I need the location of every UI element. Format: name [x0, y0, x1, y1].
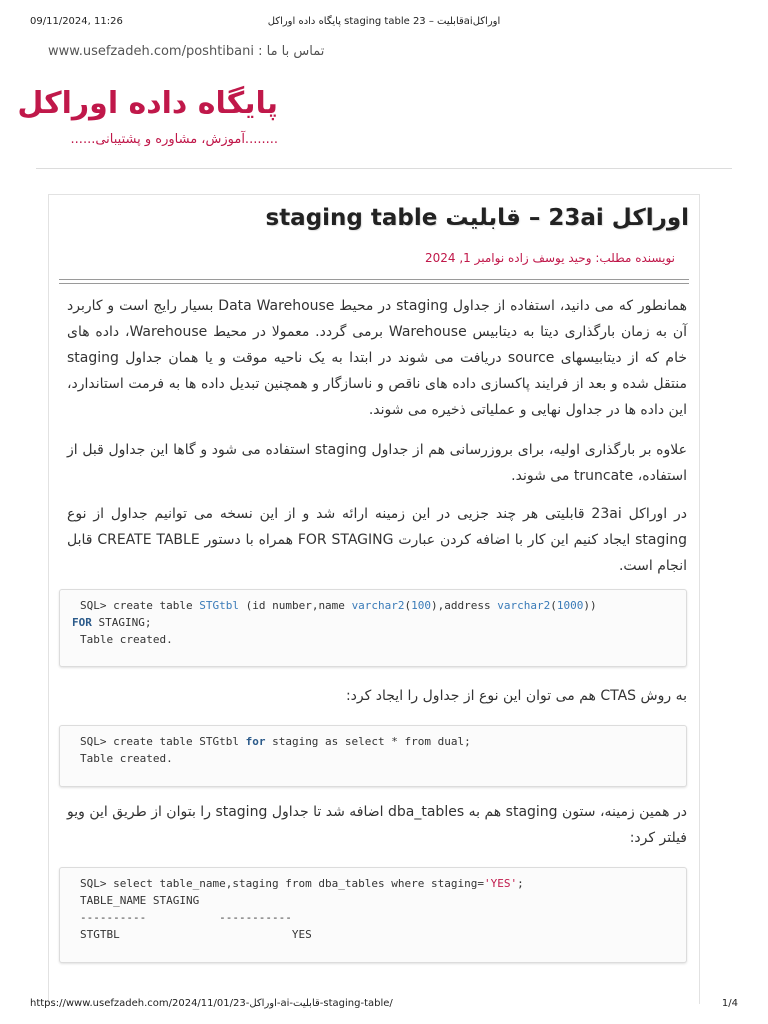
- code-line: Table created.: [80, 752, 173, 765]
- code-line: SQL> select table_name,staging from dba_tables where staging='YES';: [80, 877, 524, 890]
- paragraph: در همین زمینه، ستون staging هم به dba_tables اضافه شد تا جداول staging را بتوان از طریق این ویو فیلتر کرد:: [67, 804, 688, 846]
- code-line: SQL> create table STGtbl for staging as select * from dual;: [80, 735, 471, 748]
- code-block-ctas: [59, 725, 687, 787]
- code-line: TABLE_NAME STAGING: [80, 894, 200, 907]
- paragraph: در اوراکل 23ai قابلیتی هر چند جزیی در این زمینه ارائه شد و از این نسخه می توانیم جداول از نوع staging ایجاد کنیم این کار با اضافه کردن عبارت FOR STAGING همراه با دستور CREATE TABLE قابل انجام است.: [67, 506, 688, 574]
- code-block-create-table: [59, 589, 687, 667]
- article: [48, 194, 700, 1004]
- page-number: 1/4: [721, 998, 738, 1009]
- print-footer: [30, 998, 738, 1012]
- print-page-title: پایگاه داده اوراکل staging table قابلیت – 23aiاوراکل: [267, 16, 501, 27]
- code-line: FOR STAGING;: [72, 616, 152, 629]
- print-url: https://www.usefzadeh.com/2024/11/01/23-اوراکل-ai-قابلیت-staging-table/: [30, 998, 393, 1009]
- title-divider: [59, 279, 689, 284]
- code-line: SQL> create table STGtbl (id number,name varchar2(100),address varchar2(1000)): [80, 599, 597, 612]
- post-meta: نویسنده مطلب: وحید یوسف زاده نوامبر 1, 2024: [424, 251, 675, 265]
- post-title: اوراکل 23ai – قابلیت staging table: [265, 205, 689, 231]
- code-line: ---------- -----------: [80, 911, 292, 924]
- paragraph: همانطور که می دانید، استفاده از جداول staging در محیط Data Warehouse بسیار رایج است و کاربرد آن به زمان بارگذاری دیتا به دیتابیس Warehouse برمی گردد. معمولا در محیط Warehouse، داده های خام که از دیتابیسهای source دریافت می شوند در ابتدا به یک ناحیه موقت و یا همان جداول staging منتقل شده و بعد از فرایند پاکسازی داده های ناقص و ناسازگار و همچنین تبدیل داده ها به فرمت استاندارد، این داده ها در جداول نهایی و عملیاتی ذخیره می شوند.: [67, 298, 687, 418]
- paragraph: علاوه بر بارگذاری اولیه، برای بروزرسانی هم از جداول staging استفاده می شود و گاها این جداول قبل از استفاده، truncate می شوند.: [67, 442, 687, 484]
- code-block-dba-tables: [59, 867, 687, 963]
- site-tagline: ........آموزش، مشاوره و پشتیبانی......: [70, 132, 278, 147]
- paragraph: به روش CTAS هم می توان این نوع از جداول را ایجاد کرد:: [345, 688, 687, 704]
- code-line: STGTBL YES: [80, 928, 312, 941]
- contact-link[interactable]: www.usefzadeh.com/poshtibani : تماس با ما: [48, 44, 325, 59]
- print-header: [30, 16, 738, 32]
- site-title[interactable]: پایگاه داده اوراکل: [17, 86, 278, 121]
- code-line: Table created.: [80, 633, 173, 646]
- print-date: 09/11/2024, 11:26: [30, 16, 123, 27]
- header-divider: [36, 168, 732, 169]
